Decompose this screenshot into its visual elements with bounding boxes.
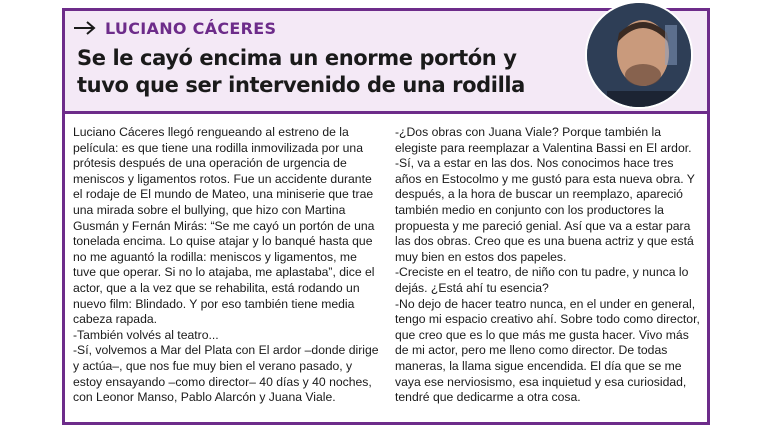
kicker <box>73 17 276 39</box>
kicker-name: LUCIANO CÁCERES <box>105 18 277 38</box>
article-body <box>73 125 703 421</box>
portrait-illustration <box>587 3 693 109</box>
paragraph: -¿Dos obras con Juana Viale? Porque también la elegiste para reemplazar a Valentina Bassi en El ardor. <box>395 125 692 155</box>
headline: Se le cayó encima un enorme portón y tuvo que ser intervenido de una rodilla <box>77 46 525 97</box>
portrait-photo <box>585 1 693 109</box>
paragraph: -No dejo de hacer teatro nunca, en el under en general, tengo mi espacio creativo ahí. Sobre todo como director, que creo que es lo que más me gusta hacer. Vivo más de mi actor, pero me lleno como director. De todas maneras, la llama sigue encendida. El día que se me vaya ese nerviosismo, esa inquietud y esa curiosidad, tendré que dedicarme a otra cosa. <box>395 296 700 405</box>
paragraph: -Creciste en el teatro, de niño con tu padre, y nunca lo dejás. ¿Está ahí tu esencia? <box>395 265 689 295</box>
column-left <box>73 125 381 421</box>
paragraph: Luciano Cáceres llegó rengueando al estreno de la película: es que tiene una rodilla inmovilizada por una prótesis después de una operación de urgencia de meniscos y ligamentos rotos. Fue un accidente durante el rodaje de El mundo de Mateo, una miniserie que trae una mirada sobre el bullying, que hizo con Martina Gusmán y Fernán Mirás: “Se me cayó un portón de una tonelada encima. Lo quise atajar y lo banqué hasta que no me aguantó la rodilla: meniscos y ligamentos, me tuve que operar. Si no lo atajaba, me aplastaba”, dice el actor, que a la vez que se rehabilita, está rodando un nuevo film: Blindado. Y por eso también tiene media cabeza rapada. <box>73 125 375 327</box>
header-divider <box>65 111 707 114</box>
article-frame <box>62 8 710 425</box>
paragraph: -También volvés al teatro... <box>73 327 219 342</box>
paragraph: -Sí, va a estar en las dos. Nos conocimos hace tres años en Estocolmo y me gustó para esta nueva obra. Y después, a la hora de buscar un reemplazo, apareció también medio en conjunto con los productores la propuesta y me pareció genial. Así que va a estar para las dos obras. Creo que es una buena actriz y que está muy bien en estos dos papeles. <box>395 156 695 264</box>
arrow-right-icon <box>73 20 97 36</box>
paragraph: -Sí, volvemos a Mar del Plata con El ardor –donde dirige y actúa–, que nos fue muy bien el verano pasado, y estoy ensayando –como director– 40 días y 40 noches, con Leonor Manso, Pablo Alarcón y Juana Viale. <box>73 343 379 405</box>
column-right <box>395 125 703 421</box>
